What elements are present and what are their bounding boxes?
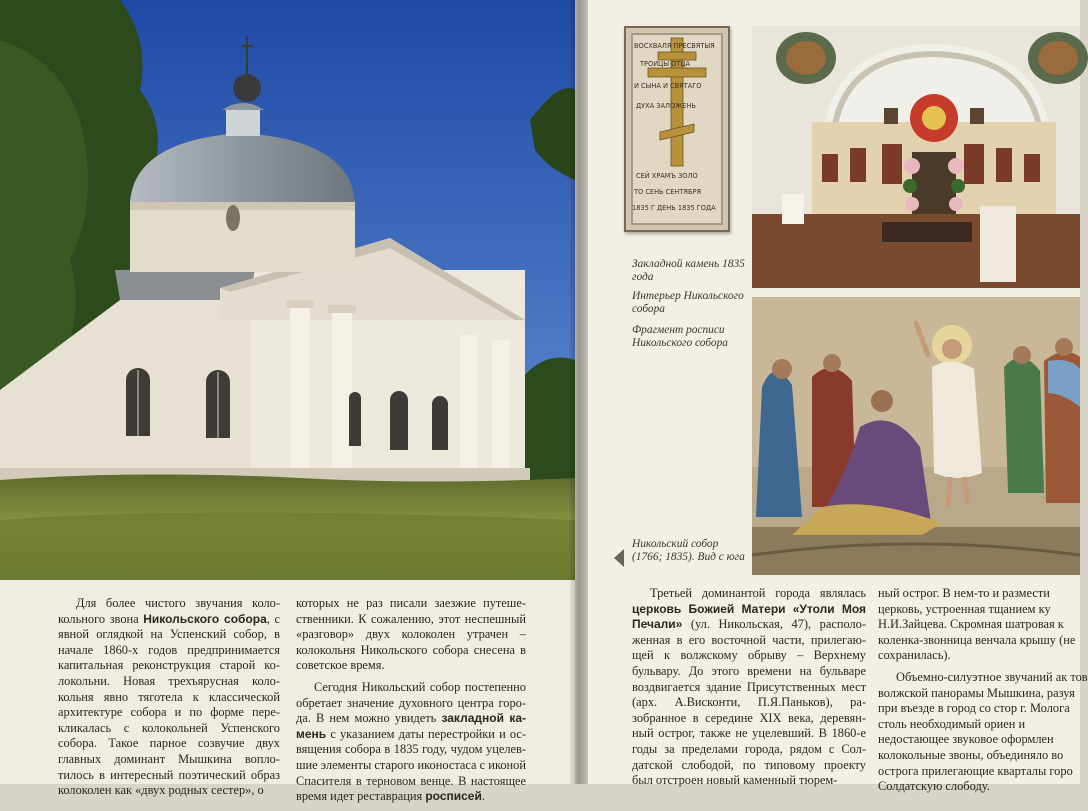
column [332, 310, 352, 475]
fresco-photo [752, 297, 1080, 575]
text-run: (ул. Никольская, 47), расположенная в его восточной части, прилегающей к волжскому обрыву – Верхнему бульвару. До этого времени на бульваре воздвигается здание Присутственных мест (арх. А.Висконти, П.Я.Паньков), разобранное в середине XIX века, деревянный острог, также не уцелевший. В 1860-е годы за пределами города, рядом с Солдатской слободой, по типовому проекту был отстроен новый каменный тюрем- [632, 617, 866, 788]
column [290, 305, 310, 475]
foundation-stone-photo [624, 26, 730, 232]
church-window [432, 396, 448, 450]
church-photo [0, 0, 575, 580]
paragraph [296, 680, 526, 805]
caption-stone: Закладной камень 1835 года [632, 258, 745, 284]
church-window [349, 392, 361, 446]
text-run: Для более чистого звучания колокольного звона [58, 596, 280, 626]
svg-text:1835 Г ДЕНЬ 1835 ГОДА: 1835 Г ДЕНЬ 1835 ГОДА [632, 204, 716, 212]
left-arrow-icon [614, 549, 624, 567]
svg-text:ВОСХВАЛЯ ПРЕСВЯТЫЯ: ВОСХВАЛЯ ПРЕСВЯТЫЯ [634, 42, 715, 50]
bold-term: Никольского собора [143, 611, 267, 626]
paragraph [632, 586, 866, 789]
text-run: , с явной оглядкой на Успенский собор, в начале 1860-х годов предпринимается капитальная реконструкция старой колокольни. Новая трехъярусная колокольня явно тяготела к классической архитектуре собора и по форме перекликалась с колокольней Успенского собора. Такое парное созвучие двух главных доминант Мышкина воплотилось в интересный поэтический образ колоколен как «двух родных сестер», о [58, 611, 280, 798]
bold-term: росписей [425, 789, 482, 804]
svg-text:ТРОИЦЫ ОТЦА: ТРОИЦЫ ОТЦА [640, 60, 691, 68]
bold-term: закладной камень [296, 711, 526, 741]
text-run: . [481, 789, 485, 804]
right-page [588, 0, 1088, 794]
drum-window [226, 205, 240, 231]
church-cupola [233, 74, 261, 102]
paragraph [58, 596, 280, 799]
lectern [980, 206, 1016, 282]
svg-text:ТО СЕНЬ СЕНТЯБРЯ: ТО СЕНЬ СЕНТЯБРЯ [634, 188, 702, 196]
column [492, 340, 510, 475]
church-window [390, 391, 408, 450]
bold-term: церковь Божией Матери «Утоли Моя Печали» [632, 601, 866, 632]
text-run: Третьей доминантой города являлась [650, 586, 866, 600]
paragraph: Объемно-силуэтное звучаний ак тов волжской панорамы Мышкина, разуя при въезде в город со стор г. Молога столь необходимый ориен и недостающее звуковое оформлен колокольные звоны, объединяло во острога прилегающие кварталы горо Солдатскую слободу. [878, 669, 1088, 794]
svg-text:СЕЙ ХРАМЪ ЗОЛО: СЕЙ ХРАМЪ ЗОЛО [636, 172, 698, 180]
caption-church: Никольский собор (1766; 1835). Вид с юга [632, 538, 745, 564]
svg-text:ДУХА ЗАЛОЖЕНЬ: ДУХА ЗАЛОЖЕНЬ [636, 102, 696, 110]
church-drum [130, 200, 355, 272]
left-text-column-2 [296, 596, 526, 811]
book-gutter [570, 0, 590, 784]
caption-fresco: Фрагмент росписи Никольского собора [632, 324, 728, 350]
paragraph: ный острог. В нем-то и размести церковь, устроенная тщанием ку Н.И.Зайцева. Скромная шатровая к коленка-звонница венчала крышу (не сохранилась). [878, 586, 1076, 663]
christ-figure [932, 361, 982, 478]
caption-interior: Интерьер Никольского собора [632, 290, 744, 316]
text-run: Сегодня Никольский собор постепенно обретает значение духовного центра города. В нем можно увидеть [296, 679, 526, 726]
text-run: с указанием даты перестройки и освящения собора в 1835 году, чудом уцелевшие элементы старого иконостаса с иконой Спасителя в терновом венце. В настоящее время идет реставрация [296, 726, 526, 804]
svg-text:И СЫНА И СВЯТАГО: И СЫНА И СВЯТАГО [634, 82, 702, 90]
fresco-figure [1004, 358, 1044, 493]
interior-photo [752, 26, 1080, 288]
right-text-column-1 [632, 586, 866, 795]
left-text-column-1 [58, 596, 280, 805]
right-text-column-2 [878, 586, 1088, 801]
paragraph: которых не раз писали заезжие путешественники. К сожалению, этот неспешный «разговор» двух колоколен утрачен – колокольня Никольского собора снесена в советское время. [296, 596, 526, 673]
column [460, 335, 478, 475]
